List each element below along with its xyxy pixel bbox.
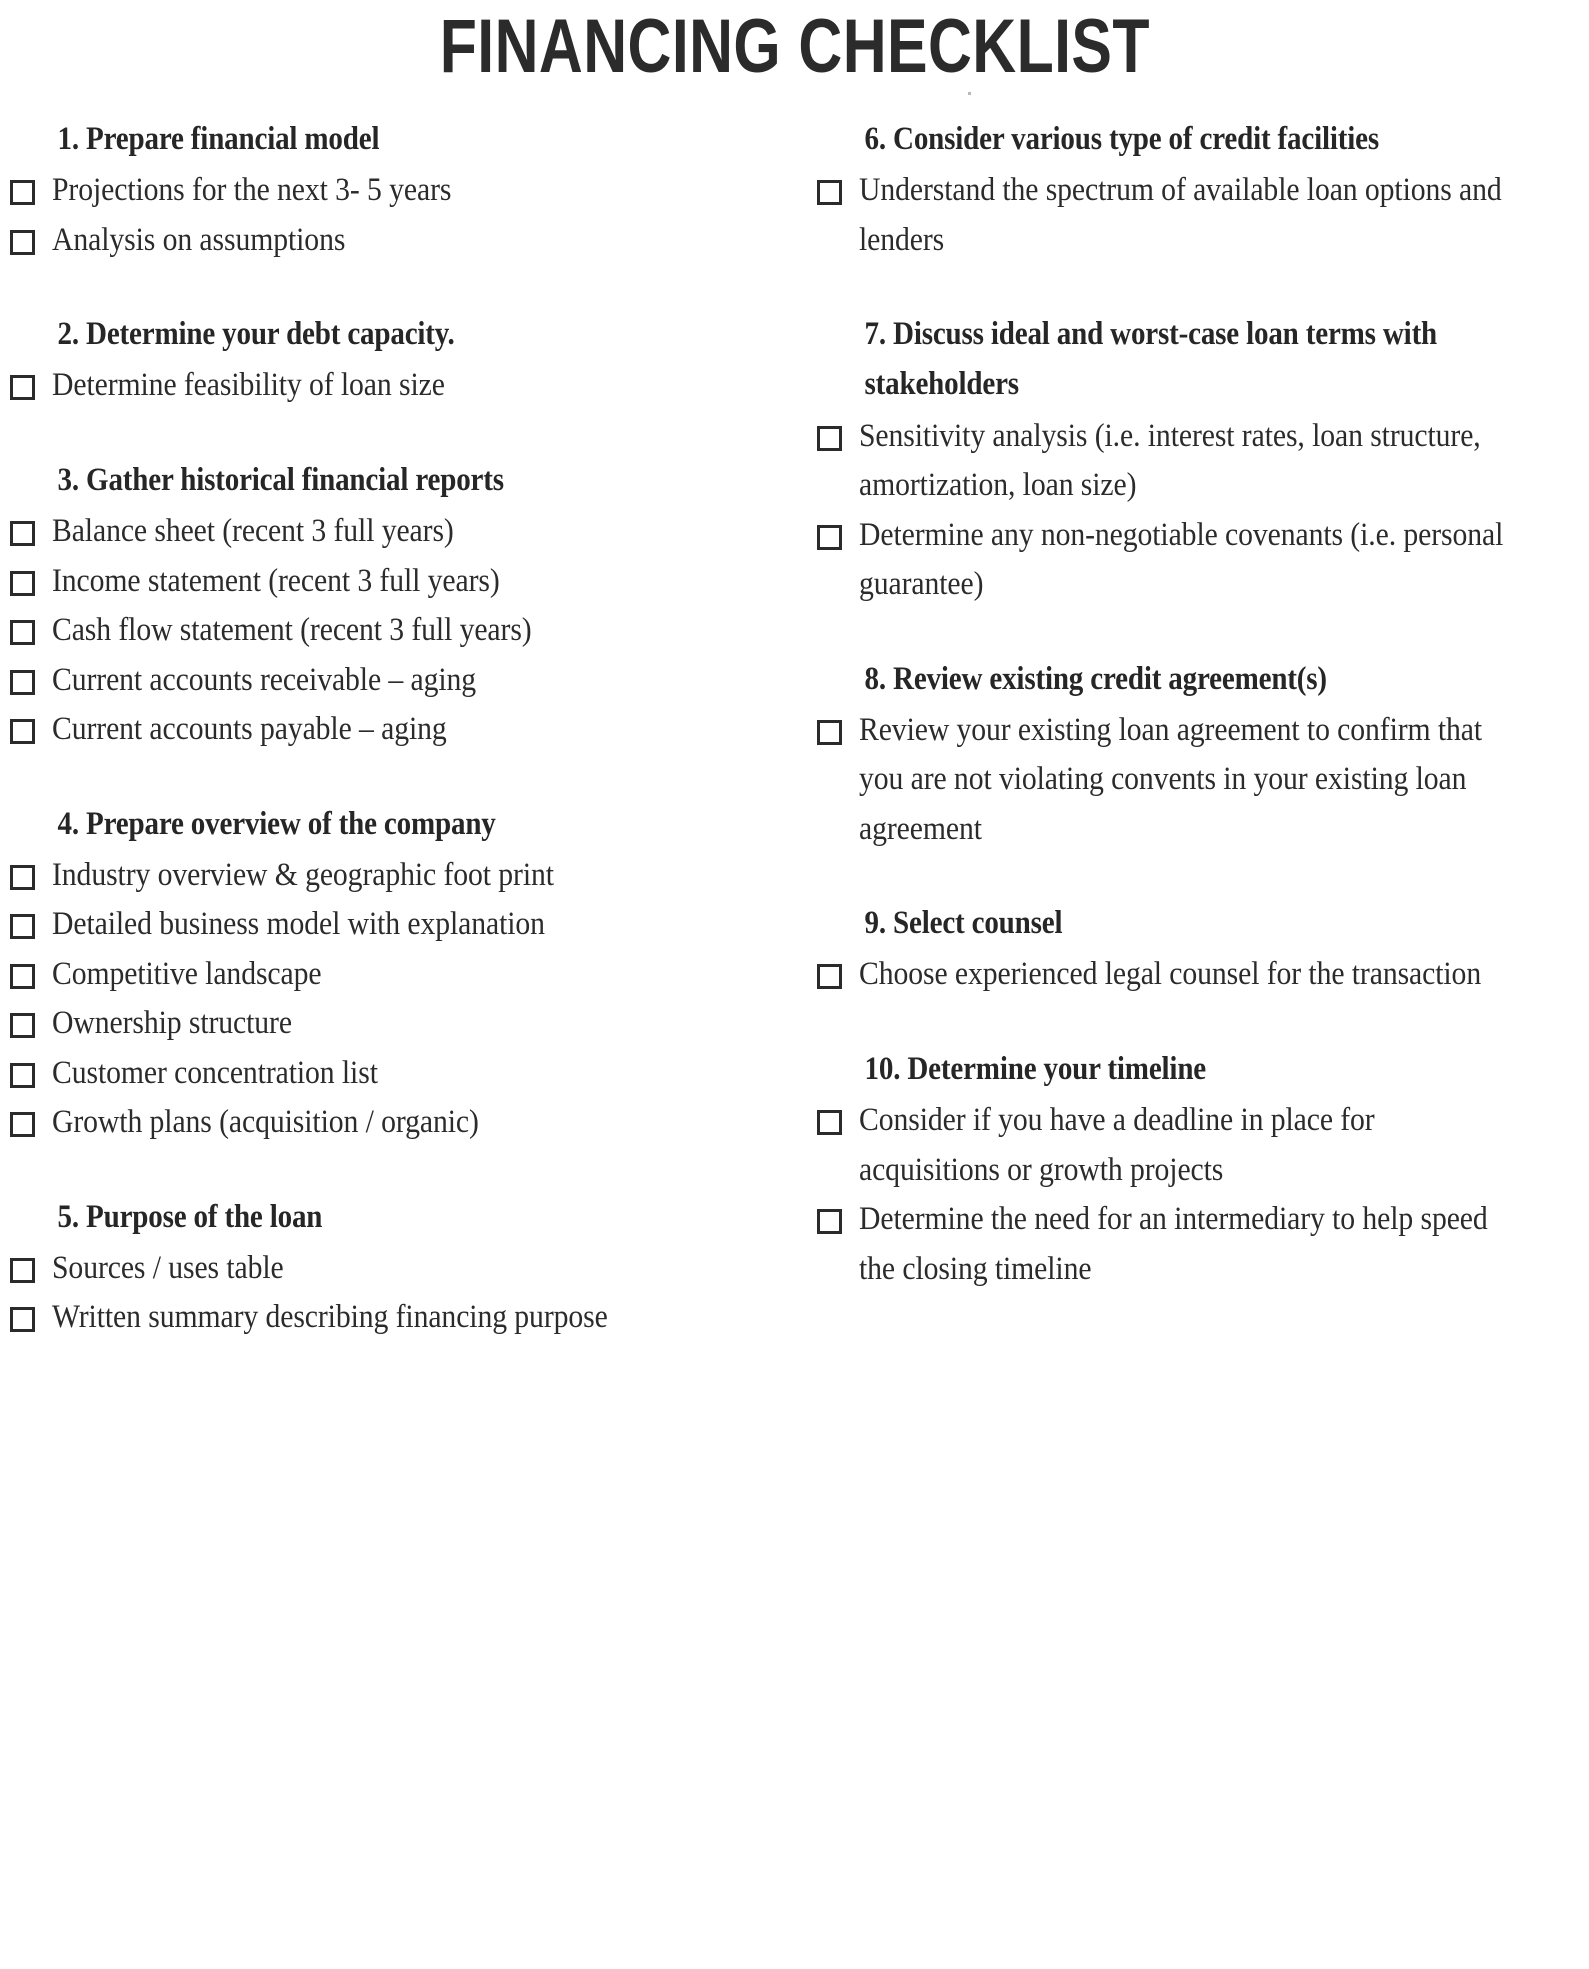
checklist-section <box>817 654 1576 855</box>
checklist-item-label: Customer concentration list <box>52 1054 378 1091</box>
checklist-section <box>817 114 1576 265</box>
scan-speck-artifact <box>968 92 971 95</box>
checkbox-icon[interactable] <box>10 1112 35 1137</box>
checklist-section <box>10 455 775 755</box>
checklist-item[interactable] <box>10 166 775 216</box>
section-heading: 10. Determine your timeline <box>864 1050 1206 1087</box>
checklist-item-label: Industry overview & geographic foot print <box>52 856 554 893</box>
checklist-item[interactable] <box>10 1098 775 1148</box>
checklist-columns <box>0 114 1589 1343</box>
checklist-item[interactable] <box>10 851 775 901</box>
checklist-item[interactable] <box>10 705 775 755</box>
checkbox-icon[interactable] <box>10 1307 35 1332</box>
checklist-item[interactable] <box>817 511 1576 610</box>
section-heading: 2. Determine your debt capacity. <box>57 316 455 353</box>
checklist-item-label: Choose experienced legal counsel for the transaction <box>858 956 1481 993</box>
checklist-item[interactable] <box>10 557 775 607</box>
checklist-item[interactable] <box>10 1293 775 1343</box>
left-column <box>10 114 793 1343</box>
page-title: FINANCING CHECKLIST <box>439 4 1150 89</box>
checkbox-icon[interactable] <box>817 180 842 205</box>
checklist-item-label: Ownership structure <box>52 1005 292 1042</box>
checklist-section <box>10 799 775 1148</box>
checklist-item-label: Detailed business model with explanation <box>52 906 545 943</box>
checkbox-icon[interactable] <box>10 180 35 205</box>
checklist-section <box>817 1044 1576 1294</box>
section-heading: 3. Gather historical financial reports <box>57 461 504 498</box>
checklist-item-label: Projections for the next 3- 5 years <box>52 172 452 209</box>
right-column <box>793 114 1576 1294</box>
checklist-item-label: Sources / uses table <box>52 1249 284 1286</box>
checklist-item[interactable] <box>817 706 1576 855</box>
checklist-item-label: Cash flow statement (recent 3 full years) <box>52 612 532 649</box>
checkbox-icon[interactable] <box>817 525 842 550</box>
checkbox-icon[interactable] <box>10 1013 35 1038</box>
checklist-item-label: Growth plans (acquisition / organic) <box>52 1104 479 1141</box>
checklist-item-label: Current accounts receivable – aging <box>52 661 477 698</box>
checkbox-icon[interactable] <box>10 865 35 890</box>
checklist-item[interactable] <box>817 1096 1576 1195</box>
checklist-item[interactable] <box>10 216 775 266</box>
checklist-section <box>817 898 1576 1000</box>
checklist-item[interactable] <box>10 606 775 656</box>
checklist-item[interactable] <box>10 900 775 950</box>
checkbox-icon[interactable] <box>10 230 35 255</box>
checklist-item[interactable] <box>10 999 775 1049</box>
checklist-item[interactable] <box>10 950 775 1000</box>
checkbox-icon[interactable] <box>817 1209 842 1234</box>
checklist-item-label: Understand the spectrum of available loan options and lenders <box>858 172 1502 258</box>
checkbox-icon[interactable] <box>817 1110 842 1135</box>
checkbox-icon[interactable] <box>10 571 35 596</box>
checklist-item-label: Competitive landscape <box>52 955 322 992</box>
document-header <box>0 0 1589 88</box>
checklist-item[interactable] <box>817 166 1576 265</box>
section-heading: 7. Discuss ideal and worst-case loan terms with stakeholders <box>864 316 1437 403</box>
checkbox-icon[interactable] <box>10 521 35 546</box>
checklist-item-label: Review your existing loan agreement to confirm that you are not violating convents in your existing loan agreement <box>858 711 1482 847</box>
checklist-item-label: Analysis on assumptions <box>52 221 346 258</box>
checklist-item[interactable] <box>10 1049 775 1099</box>
checklist-item[interactable] <box>10 656 775 706</box>
checkbox-icon[interactable] <box>10 375 35 400</box>
checklist-section <box>10 309 775 411</box>
checklist-item-label: Current accounts payable – aging <box>52 711 447 748</box>
checklist-item[interactable] <box>817 1195 1576 1294</box>
checklist-item-label: Income statement (recent 3 full years) <box>52 562 500 599</box>
checklist-item[interactable] <box>817 950 1576 1000</box>
checklist-item-label: Determine feasibility of loan size <box>52 367 445 404</box>
section-heading: 5. Purpose of the loan <box>57 1198 323 1235</box>
checkbox-icon[interactable] <box>10 964 35 989</box>
checkbox-icon[interactable] <box>817 720 842 745</box>
section-heading: 1. Prepare financial model <box>57 121 380 158</box>
checklist-item-label: Determine the need for an intermediary to help speed the closing timeline <box>858 1201 1488 1287</box>
checkbox-icon[interactable] <box>817 426 842 451</box>
checkbox-icon[interactable] <box>10 670 35 695</box>
checklist-item[interactable] <box>817 412 1576 511</box>
checklist-section <box>10 1192 775 1343</box>
checklist-item-label: Balance sheet (recent 3 full years) <box>52 513 454 550</box>
checklist-item-label: Determine any non-negotiable covenants (i.e. personal guarantee) <box>858 516 1503 603</box>
checkbox-icon[interactable] <box>10 719 35 744</box>
checkbox-icon[interactable] <box>10 1258 35 1283</box>
section-heading: 6. Consider various type of credit facilities <box>864 121 1379 158</box>
checklist-item[interactable] <box>10 507 775 557</box>
checklist-item[interactable] <box>10 361 775 411</box>
checkbox-icon[interactable] <box>10 914 35 939</box>
checklist-item-label: Written summary describing financing purpose <box>52 1299 608 1336</box>
checklist-item-label: Sensitivity analysis (i.e. interest rates, loan structure, amortization, loan size) <box>858 417 1481 504</box>
section-heading: 9. Select counsel <box>864 905 1062 942</box>
checklist-section <box>817 309 1576 609</box>
checklist-item-label: Consider if you have a deadline in place for acquisitions or growth projects <box>858 1102 1375 1188</box>
checkbox-icon[interactable] <box>10 1063 35 1088</box>
section-heading: 8. Review existing credit agreement(s) <box>864 660 1327 697</box>
section-heading: 4. Prepare overview of the company <box>57 805 496 842</box>
checklist-section <box>10 114 775 265</box>
checklist-item[interactable] <box>10 1244 775 1294</box>
checkbox-icon[interactable] <box>10 620 35 645</box>
checkbox-icon[interactable] <box>817 964 842 989</box>
